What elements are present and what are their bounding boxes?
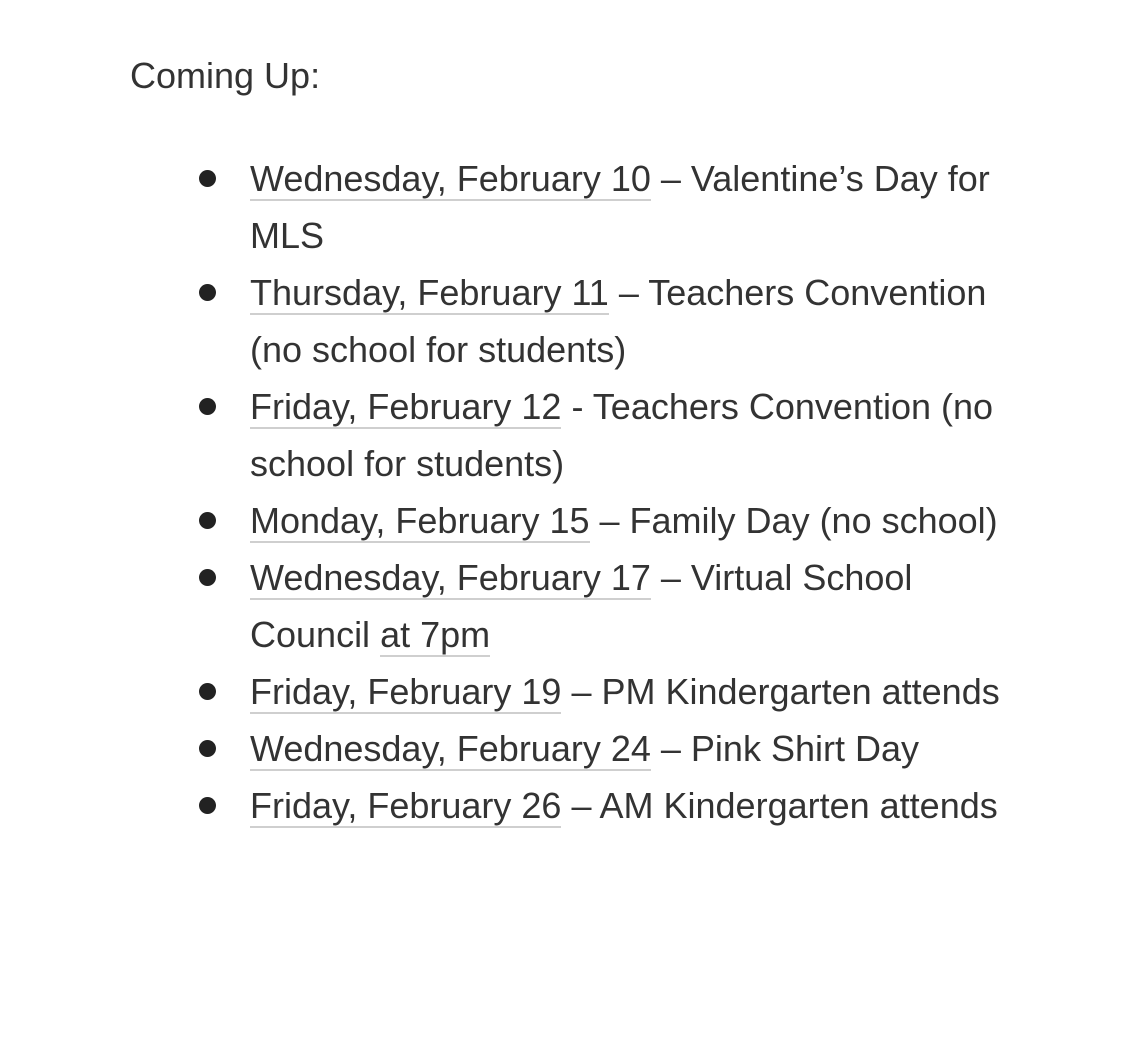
list-item <box>0 720 1010 777</box>
bullet-icon <box>199 797 216 814</box>
event-date-link[interactable]: Wednesday, February 10 <box>250 158 651 199</box>
event-description: Valentine’s Day for MLS <box>250 158 990 256</box>
event-date-link[interactable]: Wednesday, February 24 <box>250 728 651 769</box>
event-description: Teachers Convention (no school for students) <box>250 272 987 370</box>
separator: – <box>561 785 600 826</box>
list-item <box>0 549 1010 663</box>
bullet-icon <box>199 683 216 700</box>
list-item <box>0 150 1010 264</box>
bullet-icon <box>199 569 216 586</box>
list-item <box>0 264 1010 378</box>
event-time-link[interactable]: at 7pm <box>380 614 491 655</box>
separator: – <box>561 671 602 712</box>
separator: – <box>650 557 691 598</box>
event-description: Family Day (no school) <box>629 500 998 541</box>
list-item <box>0 378 1010 492</box>
event-date-link[interactable]: Friday, February 12 <box>250 386 562 427</box>
separator: – <box>650 158 691 199</box>
bullet-icon <box>199 170 216 187</box>
bullet-icon <box>199 512 216 529</box>
bullet-icon <box>199 740 216 757</box>
separator: – <box>608 272 649 313</box>
separator: – <box>589 500 630 541</box>
event-description: AM Kindergarten attends <box>599 785 998 826</box>
event-date-link[interactable]: Friday, February 19 <box>250 671 562 712</box>
event-date-link[interactable]: Friday, February 26 <box>250 785 562 826</box>
bullet-icon <box>199 398 216 415</box>
event-date-link[interactable]: Wednesday, February 17 <box>250 557 651 598</box>
list-item <box>0 777 1010 834</box>
event-description: Virtual School Council <box>250 557 913 655</box>
list-item <box>0 663 1010 720</box>
separator: – <box>650 728 691 769</box>
page-title: Coming Up: <box>130 55 321 96</box>
separator: - <box>561 386 593 427</box>
list-item <box>0 492 1010 549</box>
event-description: Teachers Convention (no school for students) <box>250 386 994 484</box>
event-description: Pink Shirt Day <box>690 728 919 769</box>
event-date-link[interactable]: Monday, February 15 <box>250 500 590 541</box>
bullet-icon <box>199 284 216 301</box>
event-list <box>0 150 1125 834</box>
event-date-link[interactable]: Thursday, February 11 <box>250 272 609 313</box>
event-description: PM Kindergarten attends <box>601 671 1000 712</box>
